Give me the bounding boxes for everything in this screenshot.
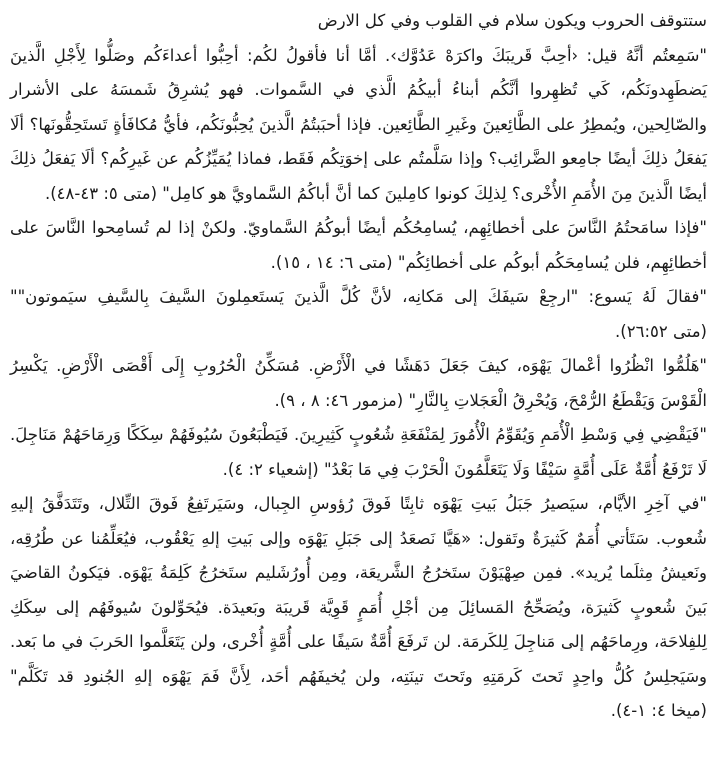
scripture-reference: (متى ٦: ١٤ ، ١٥). xyxy=(270,252,393,272)
scripture-paragraph-psalm-46 xyxy=(10,349,707,418)
document-heading: ستتوقف الحروب ويكون سلام في القلوب وفي كل الارض xyxy=(317,11,707,30)
scripture-reference: (إشعياء ٢: ٤). xyxy=(222,459,319,479)
scripture-reference: (مزمور ٤٦: ٨ ، ٩). xyxy=(274,390,404,410)
scripture-text: "فقالَ لَهُ يَسوع: "ارجِعْ سَيفَكَ إلى مَكانِه، لأنَّ كُلَّ الَّذينَ يَستَعمِلونَ السَّيفَ بِالسَّيفِ سيَموتون"" xyxy=(10,287,707,306)
scripture-reference: (متى ٢٦:٥٢). xyxy=(615,321,707,341)
scripture-text: "هَلُمُّوا انْظُرُوا أعْمالَ يَهْوَه، كيفَ جَعَلَ دَهَشًا في الْأَرْضِ. مُسَكِّنُ الْحُرُوبِ إِلَى أَقْصَى الْأَرْضِ. يَكْسِرُ الْقَوْسَ وَيَقْطَعُ الرُّمْحَ، وَيُحْرِقُ الْعَجَلاتِ بِالنَّارِ" xyxy=(10,356,707,410)
scripture-reference: (ميخا ٤: ١-٤). xyxy=(610,701,707,720)
scripture-paragraph-isaiah-2 xyxy=(10,418,707,487)
scripture-text: "فَيَقْضِي فِي وَسْطِ الْأُمَمِ وَيُقَوِّمُ الْأُمُورَ لِمَنْفَعَةِ شُعُوبٍ كَثِيرِينَ. فَيَطْبَعُونَ سُيُوفَهُمْ سِكَكًا وَرِمَاحَهُمْ مَنَاجِلَ. لَا تَرْفَعُ أُمَّةٌ عَلَى أُمَّةٍ سَيْفًا وَلَا يَتَعَلَّمُونَ الْحَرْبَ فِي مَا بَعْدُ" xyxy=(10,425,707,479)
scripture-reference: (متى ٥: ٤٣-٤٨). xyxy=(44,183,158,203)
scripture-paragraph-matthew-6 xyxy=(10,211,707,280)
scripture-paragraph-matthew-5 xyxy=(10,39,707,212)
scripture-text: "فإذا سامَحتُمُ النَّاسَ على أخطائِهِم، يُسامِحُكُم أيضًا أبوكُمُ السَّماويّ. ولكنْ إذا لم تُسامِحوا النَّاسَ على أخطائِهِم، فلن يُسامِحَكُم أبوكُم على أخطائِكُم" xyxy=(10,218,707,272)
scripture-text: "في آخِرِ الأيَّام، سيَصيرُ جَبَلُ بَيتِ يَهْوَه ثابِتًا فَوقَ رُؤوسِ الجِبال، وسَيَرتَفِعُ فَوقَ التِّلال، وتَتَدَفَّقُ إليهِ شُعوب. سَتَأتي أُمَمٌ كَثيرَةٌ وتَقول: «هَيَّا نَصعَدُ إلى جَبَلِ يَهْوَه وإلى بَيتِ إلهِ يَعْقُوب، فيُعَلِّمُنا عن طُرُقِه، ونَعيشُ مِثلَما يُريد». فمِن صِهْيَوْنَ ستَخرُجُ الشَّريعَة، ومِن أُورُشَليم ستَخرُجُ كَلِمَةُ يَهْوَه. فيَكونُ القاضيَ بَينَ شُعوبٍ كَثيرَة، ويُصَحِّحُ المَسائِلَ مِن أجْلِ أُمَمٍ قَوِيَّة قَريبَة وبَعيدَة. فيُحَوِّلونَ سُيوفَهُم إلى سِكَكِ لِلفِلاحَة، ورِماحَهُم إلى مَناجِلَ لِلكَرمَة. لن تَرفَعَ أُمَّةٌ سَيفًا على أُمَّةٍ أُخْرى، ولن يَتَعَلَّموا الحَربَ في ما بَعد. وسَيَجلِسُ كُلُّ واحِدٍ تَحتَ كَرمَتِهِ وتَحتَ تينَتِه، ولن يُخيفَهُم أحَد، لِأَنَّ فَمَ يَهْوَه إلهِ الجُنودِ قد تَكَلَّم" xyxy=(10,494,707,686)
scripture-paragraph-micah-4 xyxy=(10,487,707,729)
scripture-paragraph-matthew-26 xyxy=(10,280,707,349)
scripture-text: "سَمِعتُم أنَّهُ قيل: ‹أحِبَّ قَريبَكَ واكرَهْ عَدُوَّك›. أمَّا أنا فأقولُ لكُم: أحِبُّوا أعداءَكُم وصَلُّوا لِأَجْلِ الَّذينَ يَضطَهِدونَكُم، كَي تُظهِروا أنَّكُم أبناءُ أبيكُمُ الَّذي في السَّموات. فهو يُشرِقُ شَمسَهُ على الأشرار والصّالِحين، ويُمطِرُ على الطَّائِعينَ وغَيرِ الطَّائِعين. فإذا أحبَبتُمُ الَّذينَ يُحِبُّونَكُم، فأيُّ مُكافَأةٍ تَستَحِقُّونَها؟ ألَا يَفعَلُ ذلِكَ أيضًا جامِعو الضَّرائِب؟ وإذا سَلَّمتُم على إخوَتِكُم فَقَط، فماذا يُمَيِّزُكُم عن غَيرِكُم؟ ألَا يَفعَلُ ذلِكَ أيضًا الَّذينَ مِنَ الأُمَمِ الأُخْرى؟ لِذلِكَ كونوا كامِلينَ كما أنَّ أباكُمُ السَّماويَّ هو كامِل" xyxy=(10,45,707,203)
